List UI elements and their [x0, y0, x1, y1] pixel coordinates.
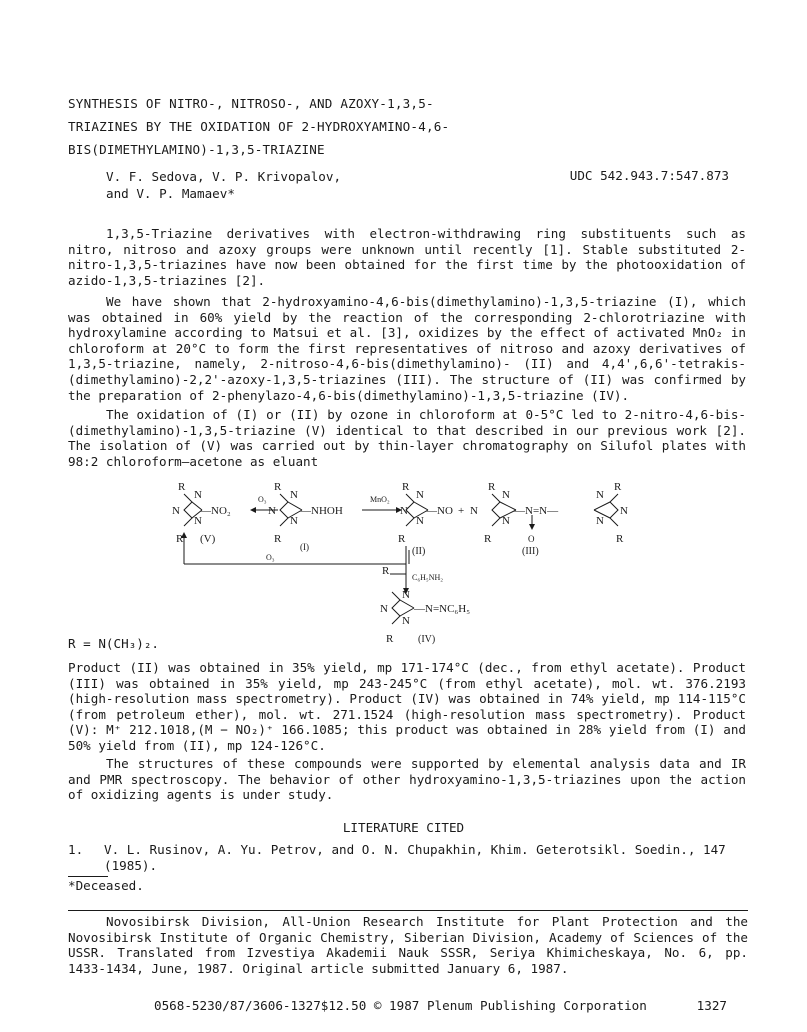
paragraph-results: We have shown that 2-hydroxyamino-4,6-bis(dimethylamino)-1,3,5-triazine (I), which was obtained in 60% yield by the reaction of the corresponding 2-chlorotriazine with hydroxylamine according to Matsui et al. [3], oxidizes by the effect of activated MnO₂ in chloroform at 20°C to form the first representatives of nitroso and azoxy derivatives of 1,3,5-triazine, namely, 2-nitroso-4,6-bis(dimethylamino)- (II) and 4,4',6,6'-tetrakis-(dimethylamino)-2,2'-azoxy-1,3,5-triazines (III). The structure of (II) was confirmed by the preparation of 2-phenylazo-4,6-bis(dimethylamino)-1,3,5-triazine (IV). [68, 294, 746, 403]
page-number: 1327 [696, 998, 727, 1013]
scheme-azoxy: —N=N— [514, 505, 559, 517]
scheme-n: N [470, 505, 478, 517]
scheme-r: R [484, 533, 492, 545]
scheme-n: N [596, 489, 604, 501]
scheme-n: N [268, 505, 276, 517]
scheme-nhoh: —NHOH [300, 505, 343, 517]
scheme-n: N [290, 515, 298, 527]
compound-label-ii: (II) [412, 546, 426, 557]
authors-line-1: V. F. Sedova, V. P. Krivopalov, [106, 169, 342, 184]
paragraph-products: Product (II) was obtained in 35% yield, mp 171-174°C (dec., from ethyl acetate). Product (III) was obtained in 35% yield, mp 243-245°C (from ethyl acetate), mol. wt. 376.2193 (high-resolution mass spectrometry). Product (IV) was obtained in 74% yield, mp 114-115°C (from petroleum ether), mol. wt. 271.1524 (high-resolution mass spectrometry). Product (V): M⁺ 212.1018,(M − NO₂)⁺ 166.1085; this product was obtained in 28% yield from (I) and 50% yield from (II), mp 124-126°C. [68, 660, 746, 753]
reference-text: V. L. Rusinov, A. Yu. Petrov, and O. N. Chupakhin, Khim. Geterotsikl. Soedin., 147 (1985). [104, 842, 726, 873]
scheme-n: N [502, 515, 510, 527]
scheme-n: N [416, 515, 424, 527]
udc-code: UDC 542.943.7:547.873 [569, 168, 729, 183]
r-group-definition: R = N(CH₃)₂. [68, 636, 159, 651]
footnote-deceased: *Deceased. [68, 878, 144, 893]
scheme-n: N [400, 505, 408, 517]
author-list [106, 168, 341, 202]
article-title [68, 92, 449, 161]
scheme-r: R [488, 481, 496, 493]
scheme-r: R [614, 481, 622, 493]
affiliation-rule [68, 910, 748, 911]
paragraph-conclusion: The structures of these compounds were supported by elemental analysis data and IR and PMR spectroscopy. The behavior of other hydroxyamino-1,3,5-triazines upon the action of oxidizing agents is under study. [68, 756, 746, 803]
scheme-labels [172, 481, 628, 645]
literature-heading: LITERATURE CITED [342, 820, 465, 835]
paragraph-intro: 1,3,5-Triazine derivatives with electron-withdrawing ring substituents such as nitro, nitroso and azoxy groups were unknown until recently [1]. Stable substituted 2-nitro-1,3,5-triazines have now been obtained for the first time by the photooxidation of azido-1,3,5-triazines [2]. [68, 226, 746, 288]
footnote-rule [68, 876, 108, 877]
scheme-phenylazo: —N=NC₆H₅ [414, 603, 471, 615]
scheme-n: N [402, 615, 410, 627]
compound-label-i: (I) [300, 542, 309, 552]
scheme-r: R [402, 481, 410, 493]
title-line-2: TRIAZINES BY THE OXIDATION OF 2-HYDROXYAMINO-4,6- [68, 119, 450, 134]
scheme-mno2: MnO₂ [370, 495, 390, 504]
scheme-n: N [194, 515, 202, 527]
scheme-n: N [502, 489, 510, 501]
scheme-r: R [274, 533, 282, 545]
scheme-no: —NO [426, 505, 453, 517]
scheme-n: N [402, 589, 410, 601]
scheme-n: N [290, 489, 298, 501]
scheme-plus: + [458, 505, 465, 517]
scheme-r: R [176, 533, 184, 545]
paragraph-oxidation: The oxidation of (I) or (II) by ozone in chloroform at 0-5°C led to 2-nitro-4,6-bis-(dimethylamino)-1,3,5-triazine (V) identical to that described in our previous work [2]. The isolation of (V) was carried out by thin-layer chromatography on Silufol plates with 98:2 chloroform–acetone as eluant [68, 407, 746, 469]
scheme-n: N [416, 489, 424, 501]
title-line-3: BIS(DIMETHYLAMINO)-1,3,5-TRIAZINE [68, 142, 325, 157]
scheme-arrowheads [181, 507, 535, 594]
scheme-n: N [194, 489, 202, 501]
compound-label-v: (V) [200, 533, 216, 545]
scheme-n: N [596, 515, 604, 527]
reaction-scheme [170, 480, 640, 650]
compound-label-iii: (III) [522, 546, 539, 557]
scheme-c6h5nh2: C₆H₅NH₂ [412, 573, 444, 582]
scheme-n: N [172, 505, 180, 517]
scheme-r: R [274, 481, 282, 493]
reference-number: 1. [68, 842, 84, 857]
copyright-code: 0568-5230/87/3606-1327$12.50 © 1987 Plenum Publishing Corporation [154, 998, 647, 1013]
scheme-o3: O₃ [258, 495, 267, 504]
scheme-n: N [620, 505, 628, 517]
scheme-r: R [398, 533, 406, 545]
scheme-n: N [380, 603, 388, 615]
scheme-r: R [386, 633, 394, 645]
scheme-r: R [178, 481, 186, 493]
authors-line-2: and V. P. Mamaev* [106, 186, 235, 201]
compound-label-iv: (IV) [418, 634, 436, 645]
affiliation-note: Novosibirsk Division, All-Union Research Institute for Plant Protection and the Novosibirsk Institute of Organic Chemistry, Siberian Division, Academy of Sciences of the USSR. Translated from Izvestiya Akademii Nauk SSSR, Seriya Khimicheskaya, No. 6, pp. 1433-1434, June, 1987. Original article submitted January 6, 1987. [68, 914, 748, 976]
scheme-o3: O₃ [266, 553, 275, 562]
scheme-no2: —NO₂ [200, 505, 231, 517]
scheme-r: R [616, 533, 624, 545]
title-line-1: SYNTHESIS OF NITRO-, NITROSO-, AND AZOXY-1,3,5- [68, 96, 434, 111]
scheme-r: R [382, 565, 390, 577]
scheme-oxygen: O [528, 534, 535, 544]
